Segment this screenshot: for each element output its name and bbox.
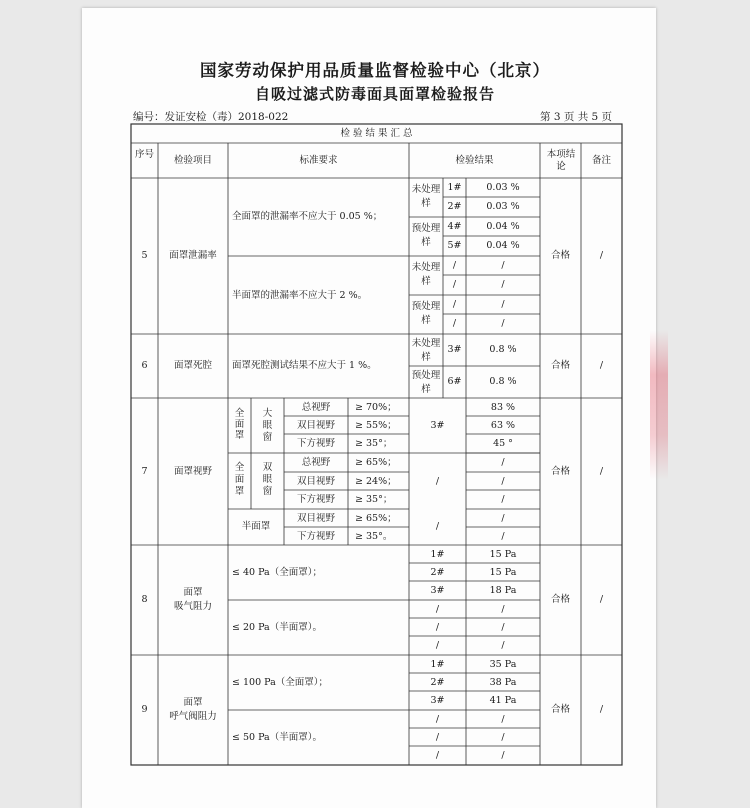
header-seq: 序号 (134, 149, 154, 160)
table-caption: 检 验 结 果 汇 总 (340, 128, 413, 139)
row7-field: 总视野 (301, 457, 331, 468)
slash: / (435, 476, 440, 487)
row5-pretreated-a: 预处理样 (411, 223, 441, 248)
row5-seq: 5 (141, 250, 148, 261)
row6-pretreated: 预处理样 (411, 370, 441, 395)
header-conclusion: 本项结论 (546, 149, 576, 172)
row8-full-req: ≤ 40 Pa（全面罩）； (232, 567, 322, 578)
row7-value: 63 % (490, 420, 516, 431)
row7-req: ≥ 24%； (355, 476, 397, 487)
row9-item: 面罩 (183, 697, 203, 708)
row7-sample: 3# (430, 420, 445, 431)
row7-req: ≥ 70%； (355, 402, 397, 413)
row9-remark: / (599, 704, 604, 715)
row5-value: 0.03 % (486, 182, 520, 193)
row6-item: 面罩死腔 (173, 360, 212, 371)
row7-field: 下方视野 (296, 438, 335, 449)
row5-remark: / (599, 250, 604, 261)
row6-seq: 6 (141, 360, 148, 371)
row9-full-req: ≤ 100 Pa（全面罩）； (232, 677, 329, 688)
row9-half-req: ≤ 50 Pa（半面罩）。 (232, 732, 322, 743)
row7-req: ≥ 65%； (355, 513, 397, 524)
row5-sample: 2# (447, 201, 462, 212)
row9-value: 38 Pa (489, 677, 517, 688)
slash: / (501, 604, 505, 615)
row8-sample: 2# (430, 567, 445, 578)
row9-conclusion: 合格 (550, 704, 570, 715)
row7-field: 双目视野 (296, 420, 335, 431)
row7-item: 面罩视野 (173, 466, 212, 477)
row5-pretreated-b: 预处理样 (411, 301, 441, 326)
row9-seq: 9 (141, 704, 148, 715)
row6-sample: 3# (447, 344, 462, 355)
row8-value: 18 Pa (489, 585, 517, 596)
row5-value: 0.04 % (486, 240, 520, 251)
row8-seq: 8 (141, 594, 148, 605)
row7-big-eye: 大眼窗 (262, 408, 273, 443)
row6-value: 0.8 % (489, 344, 517, 355)
row5-untreated-b: 未处理样 (411, 262, 441, 287)
header-standard: 标准要求 (299, 155, 338, 166)
row5-sample: 4# (447, 221, 462, 232)
header-remark: 备注 (591, 155, 611, 166)
row7-field: 总视野 (301, 402, 331, 413)
row7-seq: 7 (141, 466, 148, 477)
slash: / (435, 714, 440, 725)
slash: / (501, 260, 505, 271)
row8-item: 面罩 (183, 587, 203, 598)
row7-req: ≥ 35°； (355, 494, 393, 505)
row6-sample: 6# (447, 376, 462, 387)
slash: / (501, 714, 505, 725)
slash: / (501, 622, 505, 633)
center-title: 国家劳动保护用品质量监督检验中心（北京） (200, 61, 550, 80)
slash: / (501, 318, 505, 329)
row7-full-a: 全面罩 (234, 408, 245, 441)
report-number: 编号：发证安检（毒）2018-022 (133, 111, 289, 123)
row5-full-req: 全面罩的泄漏率不应大于 0.05 %； (232, 211, 383, 222)
report-title: 自吸过滤式防毒面具面罩检验报告 (254, 85, 495, 103)
slash: / (452, 299, 457, 310)
page-number: 第 3 页 共 5 页 (540, 111, 613, 123)
header-item: 检验项目 (173, 155, 212, 166)
slash: / (452, 279, 457, 290)
row9-sample: 2# (430, 677, 445, 688)
slash: / (435, 604, 440, 615)
row7-double-eye: 双眼窗 (262, 462, 273, 497)
row7-req: ≥ 65%； (355, 457, 397, 468)
slash: / (501, 732, 505, 743)
header-result: 检验结果 (455, 155, 494, 166)
row7-conclusion: 合格 (550, 466, 570, 477)
row7-value: 83 % (490, 402, 516, 413)
row8-conclusion: 合格 (550, 594, 570, 605)
slash: / (435, 640, 440, 651)
slash: / (501, 640, 505, 651)
row8-item: 吸气阻力 (173, 601, 212, 612)
row5-value: 0.03 % (486, 201, 520, 212)
row9-sample: 1# (430, 659, 445, 670)
row6-req: 面罩死腔测试结果不应大于 1 %。 (232, 360, 377, 371)
slash: / (435, 521, 440, 532)
slash: / (501, 494, 505, 505)
row6-conclusion: 合格 (550, 360, 570, 371)
row8-sample: 1# (430, 549, 445, 560)
slash: / (501, 513, 505, 524)
slash: / (435, 732, 440, 743)
row5-half-req: 半面罩的泄漏率不应大于 2 %。 (232, 290, 368, 301)
row8-value: 15 Pa (489, 549, 517, 560)
row7-half: 半面罩 (241, 521, 271, 532)
row5-untreated-a: 未处理样 (411, 184, 441, 209)
row9-value: 41 Pa (489, 695, 517, 706)
row9-item: 呼气阀阻力 (169, 711, 217, 722)
row8-remark: / (599, 594, 604, 605)
row6-value: 0.8 % (489, 376, 517, 387)
row7-req: ≥ 55%； (355, 420, 397, 431)
row6-remark: / (599, 360, 604, 371)
slash: / (435, 622, 440, 633)
slash: / (435, 750, 440, 761)
row7-req: ≥ 35°； (355, 438, 393, 449)
row7-field: 双目视野 (296, 476, 335, 487)
slash: / (452, 260, 457, 271)
slash: / (501, 750, 505, 761)
slash: / (501, 457, 505, 468)
row8-sample: 3# (430, 585, 445, 596)
row9-sample: 3# (430, 695, 445, 706)
row5-value: 0.04 % (486, 221, 520, 232)
slash: / (501, 279, 505, 290)
row7-remark: / (599, 466, 604, 477)
slash: / (501, 299, 505, 310)
row5-sample: 1# (447, 182, 462, 193)
row6-untreated: 未处理样 (411, 338, 441, 363)
row5-conclusion: 合格 (550, 250, 570, 261)
row7-field: 下方视野 (296, 531, 335, 542)
slash: / (501, 476, 505, 487)
row5-sample: 5# (447, 240, 462, 251)
row8-value: 15 Pa (489, 567, 517, 578)
row8-half-req: ≤ 20 Pa（半面罩）。 (232, 622, 322, 633)
row7-field: 双目视野 (296, 513, 335, 524)
row9-value: 35 Pa (489, 659, 517, 670)
slash: / (501, 531, 505, 542)
row7-value: 45 ° (493, 438, 513, 449)
row7-req: ≥ 35°。 (355, 531, 393, 542)
row5-item: 面罩泄漏率 (169, 250, 217, 261)
row7-full-b: 全面罩 (234, 462, 245, 497)
row7-field: 下方视野 (296, 494, 335, 505)
slash: / (452, 318, 457, 329)
